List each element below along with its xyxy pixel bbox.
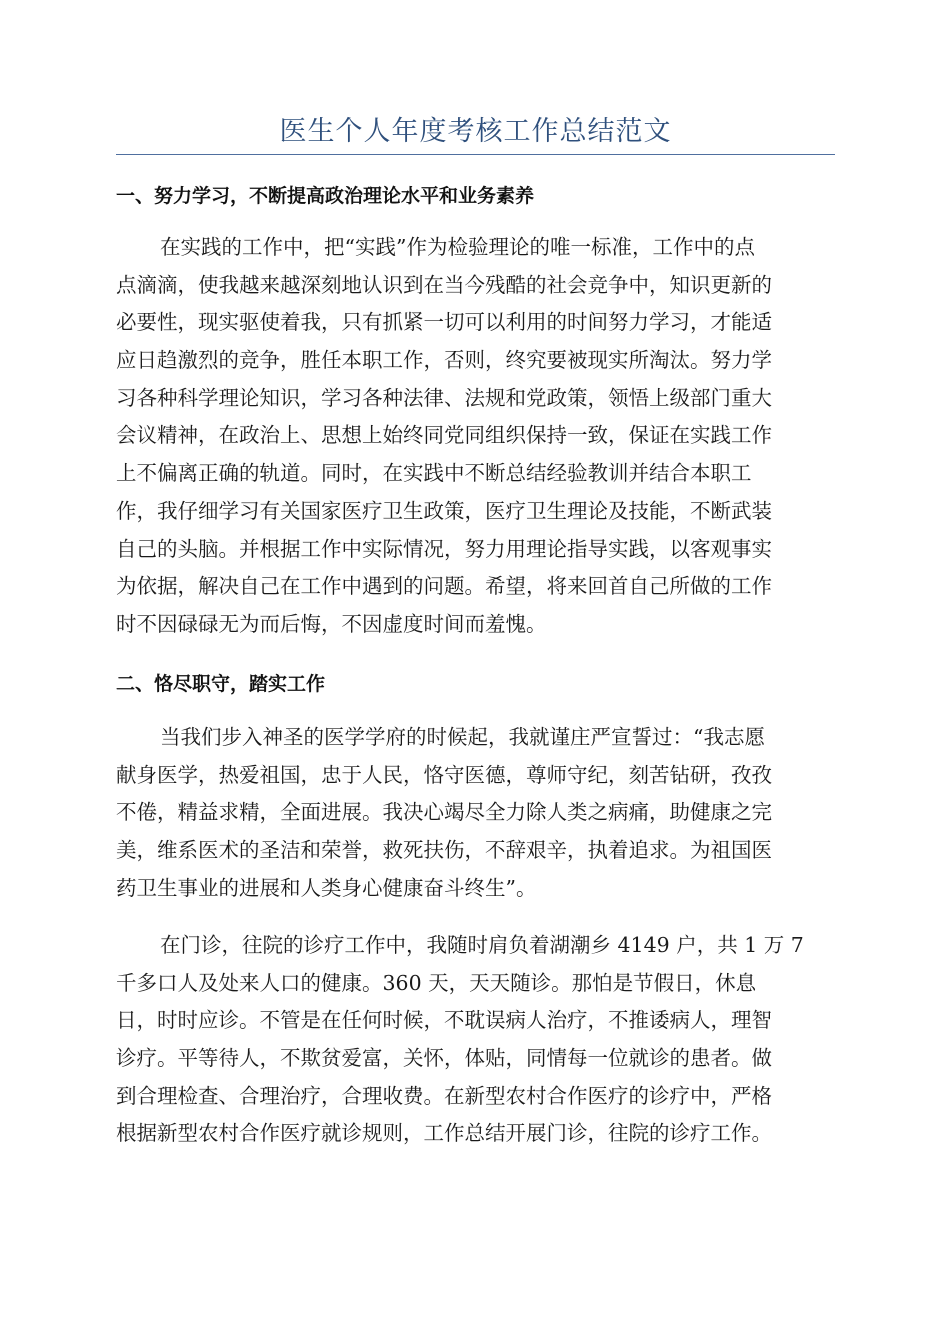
paragraph-line: 在实践的工作中，把“实践”作为检验理论的唯一标准，工作中的点 [160,235,755,259]
paragraph-line: 献身医学，热爱祖国，忠于人民，恪守医德，尊师守纪，刻苦钻研，孜孜 [116,762,772,787]
paragraph-line: 点滴滴，使我越来越深刻地认识到在当今残酷的社会竞争中，知识更新的 [116,272,772,297]
paragraph-line: 时不因碌碌无为而后悔，不因虚度时间而羞愧。 [116,611,547,636]
paragraph-line: 不倦，精益求精，全面进展。我决心竭尽全力除人类之病痛，助健康之完 [116,800,772,825]
section-1-paragraph-1 [116,229,835,644]
paragraph-line: 应日趋激烈的竞争，胜任本职工作，否则，终究要被现实所淘汰。努力学 [116,348,772,373]
paragraph-line: 为依据，解决自己在工作中遇到的问题。希望，将来回首自己所做的工作 [116,574,772,599]
title-underline [116,154,835,155]
paragraph-line: 到合理检查、合理治疗，合理收费。在新型农村合作医疗的诊疗中，严格 [116,1083,772,1108]
paragraph-line: 日，时时应诊。不管是在任何时候，不耽误病人治疗，不推诿病人，理智 [116,1008,772,1033]
paragraph-line: 在门诊，往院的诊疗工作中，我随时肩负着湖潮乡 4149 户，共 1 万 7 [160,933,804,957]
paragraph-line: 必要性，现实驱使着我，只有抓紧一切可以利用的时间努力学习，才能适 [116,310,772,335]
section-heading-2: 二、恪尽职守，踏实工作 [116,673,326,695]
paragraph-line: 习各种科学理论知识，学习各种法律、法规和党政策，领悟上级部门重大 [116,385,772,410]
paragraph-line: 美，维系医术的圣洁和荣誉，救死扶伤，不辞艰辛，执着追求。为祖国医 [116,838,772,863]
paragraph-line: 千多口人及处来人口的健康。360 天，天天随诊。那怕是节假日，休息 [116,970,757,995]
paragraph-line: 当我们步入神圣的医学学府的时候起，我就谨庄严宣誓过：“我志愿 [160,725,765,749]
paragraph-line: 上不偏离正确的轨道。同时，在实践中不断总结经验教训并结合本职工 [116,461,752,486]
paragraph-line: 诊疗。平等待人，不欺贫爱富，关怀，体贴，同情每一位就诊的患者。做 [116,1046,772,1071]
paragraph-line: 会议精神，在政治上、思想上始终同党同组织保持一致，保证在实践工作 [116,423,772,448]
section-2-paragraph-1 [116,719,835,907]
paragraph-line: 自己的头脑。并根据工作中实际情况，努力用理论指导实践，以客观事实 [116,536,772,561]
document-title: 医生个人年度考核工作总结范文 [279,116,672,147]
section-2-paragraph-2 [116,927,835,1153]
paragraph-line: 作，我仔细学习有关国家医疗卫生政策，医疗卫生理论及技能，不断武装 [116,498,772,523]
section-heading-1: 一、努力学习，不断提高政治理论水平和业务素养 [116,185,535,207]
paragraph-line: 根据新型农村合作医疗就诊规则，工作总结开展门诊，往院的诊疗工作。 [116,1121,772,1146]
paragraph-line: 药卫生事业的进展和人类身心健康奋斗终生”。 [116,875,537,900]
